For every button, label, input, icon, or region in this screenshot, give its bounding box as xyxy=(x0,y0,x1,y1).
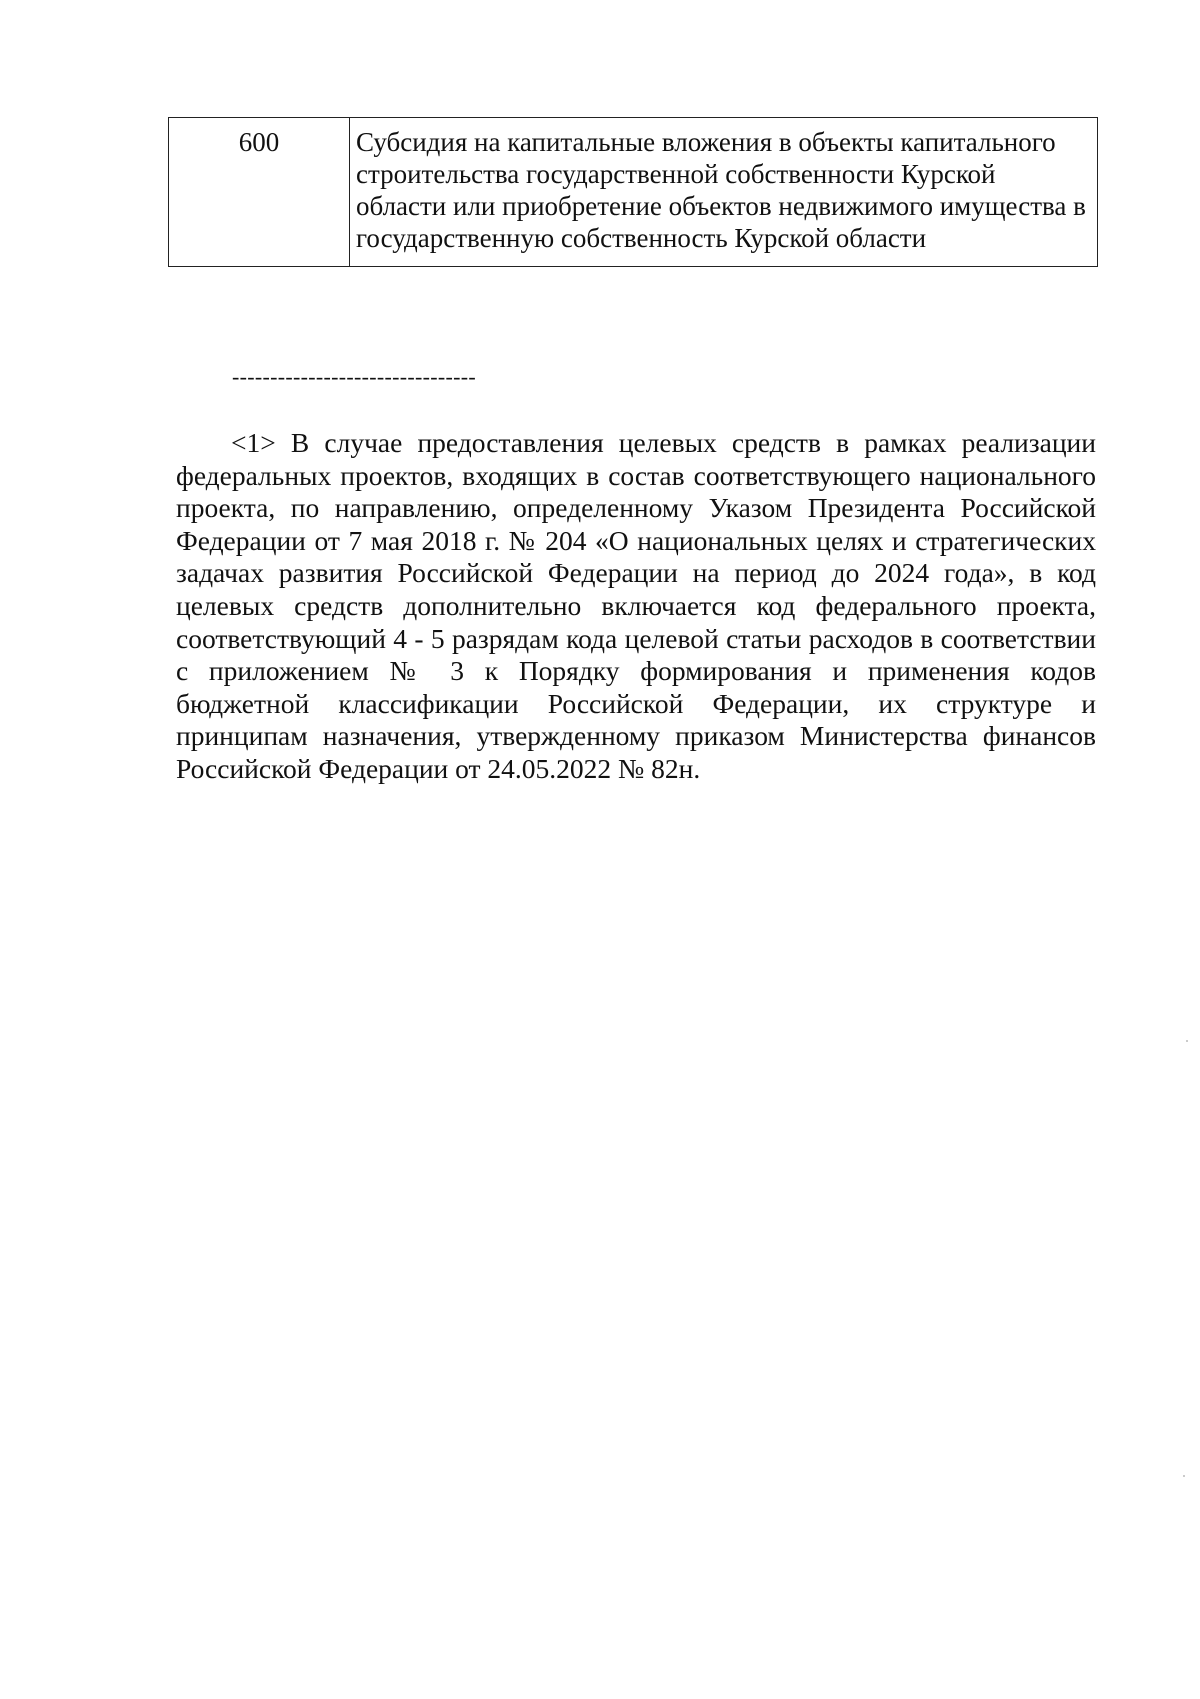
scan-artifact xyxy=(1183,1475,1185,1477)
code-table xyxy=(168,117,1098,267)
footnote-text: <1> В случае предоставления целевых средств в рамках реализации федеральных проектов, входящих в состав соответствующего национального проекта, по направлению, определенному Указом Президента Российской Федерации от 7 мая 2018 г. № 204 «О национальных целях и стратегических задачах развития Российской Федерации на период до 2024 года», в код целевых средств дополнительно включается код федерального проекта, соответствующий 4 - 5 разрядам кода целевой статьи расходов в соответствии с приложением № 3 к Порядку формирования и применения кодов бюджетной классификации Российской Федерации, их структуре и принципам назначения, утвержденному приказом Министерства финансов Российской Федерации от 24.05.2022 № 82н. xyxy=(176,427,1096,784)
code-cell: 600 xyxy=(169,118,350,267)
table-row xyxy=(169,118,1098,267)
description-cell: Субсидия на капитальные вложения в объекты капитального строительства государственной собственности Курской области или приобретение объектов недвижимого имущества в государственную собственность Курской области xyxy=(350,118,1098,267)
footnote-separator: -------------------------------- xyxy=(232,364,477,389)
scan-artifact xyxy=(1186,1040,1188,1042)
